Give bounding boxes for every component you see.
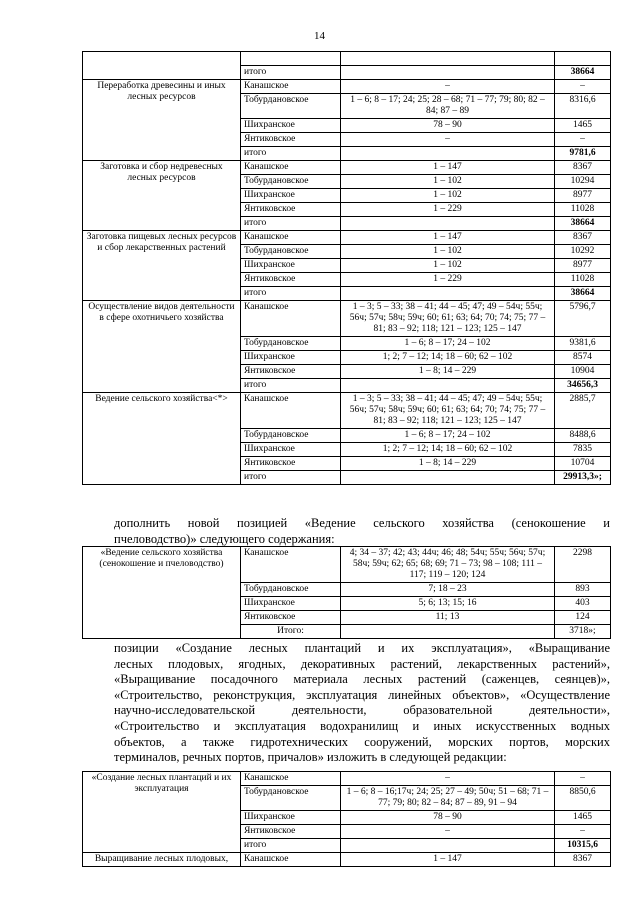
area-cell: 403 xyxy=(555,597,611,611)
total-area-cell: 9781,6 xyxy=(555,147,611,161)
quarters-cell xyxy=(341,379,555,393)
quarters-cell: – xyxy=(341,133,555,147)
district-cell: Янтиковское xyxy=(241,365,341,379)
paragraph-line: терминалов, речных портов, причалов» изложить в следующей редакции: xyxy=(114,750,507,765)
quarters-cell: 1 – 6; 8 – 16;17ч; 24; 25; 27 – 49; 50ч; 51 – 68; 71 – 77; 79; 80; 82 – 84; 87 – 89, 91 – 94 xyxy=(341,786,555,811)
quarters-cell: 1 – 147 xyxy=(341,161,555,175)
district-cell: Янтиковское xyxy=(241,133,341,147)
district-cell: Канашское xyxy=(241,231,341,245)
activity-cell: Заготовка и сбор недревесных лесных ресурсов xyxy=(83,161,241,231)
paragraph-line: лесных плодовых, ягодных, декоративных растений, лекарственных растений», xyxy=(114,656,610,671)
paragraph-line: дополнить новой позицией «Ведение сельского хозяйства (сенокошение и xyxy=(114,516,610,530)
quarters-cell: 11; 13 xyxy=(341,611,555,625)
district-cell xyxy=(241,52,341,66)
quarters-cell: 1 – 8; 14 – 229 xyxy=(341,457,555,471)
area-cell: – xyxy=(555,825,611,839)
quarters-cell xyxy=(341,471,555,485)
quarters-cell: 5; 6; 13; 15; 16 xyxy=(341,597,555,611)
area-cell: 8850,6 xyxy=(555,786,611,811)
area-cell: 124 xyxy=(555,611,611,625)
quarters-cell: – xyxy=(341,80,555,94)
quarters-cell xyxy=(341,147,555,161)
area-cell: 893 xyxy=(555,583,611,597)
total-area-cell: 3718»; xyxy=(555,625,611,639)
quarters-cell: 1 – 229 xyxy=(341,203,555,217)
area-cell: 11028 xyxy=(555,203,611,217)
paragraph-line: объектов, а также гидротехнических сооружений, морских портов, морских xyxy=(114,734,610,749)
district-cell: Тобурдановское xyxy=(241,175,341,189)
quarters-cell: 1; 2; 7 – 12; 14; 18 – 60; 62 – 102 xyxy=(341,443,555,457)
district-cell: Шихранское xyxy=(241,189,341,203)
activity-cell: Ведение сельского хозяйства<*> xyxy=(83,393,241,485)
area-cell: 9381,6 xyxy=(555,337,611,351)
table-row xyxy=(83,301,611,337)
district-cell: Канашское xyxy=(241,80,341,94)
district-cell: Шихранское xyxy=(241,351,341,365)
district-cell: Янтиковское xyxy=(241,611,341,625)
district-cell: Тобурдановское xyxy=(241,245,341,259)
area-cell: 1465 xyxy=(555,811,611,825)
total-area-cell: 10315,6 xyxy=(555,839,611,853)
area-cell: 10704 xyxy=(555,457,611,471)
total-area-cell: 38664 xyxy=(555,66,611,80)
total-label: итого xyxy=(241,287,341,301)
total-label: итого xyxy=(241,839,341,853)
district-cell: Шихранское xyxy=(241,259,341,273)
quarters-cell: 7; 18 – 23 xyxy=(341,583,555,597)
area-cell: 8367 xyxy=(555,161,611,175)
district-cell: Тобурдановское xyxy=(241,94,341,119)
table-row xyxy=(83,231,611,245)
area-cell: 2885,7 xyxy=(555,393,611,429)
area-cell: – xyxy=(555,772,611,786)
district-cell: Янтиковское xyxy=(241,203,341,217)
quarters-cell: 1 – 6; 8 – 17; 24 – 102 xyxy=(341,337,555,351)
plantations-table xyxy=(82,771,611,867)
paragraph-line: «Строительство, реконструкция, эксплуатация линейных объектов», «Осуществление xyxy=(114,687,610,702)
quarters-cell: 1; 2; 7 – 12; 14; 18 – 60; 62 – 102 xyxy=(341,351,555,365)
area-cell: 8367 xyxy=(555,853,611,867)
total-area-cell: 38664 xyxy=(555,287,611,301)
paragraph-line: «Строительство и эксплуатация водохранилищ и иных искусственных водных xyxy=(114,718,610,733)
area-cell: – xyxy=(555,133,611,147)
quarters-cell: 1 – 102 xyxy=(341,259,555,273)
total-label: итого xyxy=(241,217,341,231)
table-row xyxy=(83,393,611,429)
district-cell: Канашское xyxy=(241,853,341,867)
quarters-cell: 1 – 147 xyxy=(341,231,555,245)
district-cell: Янтиковское xyxy=(241,825,341,839)
area-cell: 8367 xyxy=(555,231,611,245)
district-cell: Янтиковское xyxy=(241,273,341,287)
district-cell: Шихранское xyxy=(241,811,341,825)
quarters-cell: 4; 34 – 37; 42; 43; 44ч; 46; 48; 54ч; 55ч; 56ч; 57ч; 58ч; 59ч; 62; 65; 68; 69; 71 – 73; 98 – 108; 111 – 117; 119 – 120; 124 xyxy=(341,547,555,583)
quarters-cell: 1 – 6; 8 – 17; 24; 25; 28 – 68; 71 – 77; 79; 80; 82 – 84; 87 – 89 xyxy=(341,94,555,119)
activity-cell: Заготовка пищевых лесных ресурсов и сбор лекарственных растений xyxy=(83,231,241,301)
total-label: Итого: xyxy=(241,625,341,639)
activity-cell: Осуществление видов деятельности в сфере охотничьего хозяйства xyxy=(83,301,241,393)
district-cell: Шихранское xyxy=(241,597,341,611)
district-cell: Канашское xyxy=(241,772,341,786)
area-cell: 8977 xyxy=(555,259,611,273)
amendment-paragraph-2 xyxy=(82,641,610,766)
area-cell: 8574 xyxy=(555,351,611,365)
area-cell xyxy=(555,52,611,66)
table-row xyxy=(83,547,611,583)
quarters-cell: 1 – 147 xyxy=(341,853,555,867)
paragraph-line: «Выращивание посадочного материала лесных растений (саженцев, сеянцев)», xyxy=(114,672,610,687)
activity-cell: Выращивание лесных плодовых, xyxy=(83,853,241,867)
quarters-cell xyxy=(341,217,555,231)
district-cell: Тобурдановское xyxy=(241,583,341,597)
quarters-cell: 1 – 229 xyxy=(341,273,555,287)
district-cell: Канашское xyxy=(241,161,341,175)
table-row xyxy=(83,52,611,66)
district-cell: Тобурдановское xyxy=(241,786,341,811)
paragraph-line: пчеловодство)» следующего содержания: xyxy=(114,531,335,546)
area-cell: – xyxy=(555,80,611,94)
page-number: 14 xyxy=(314,30,325,42)
total-label: итого xyxy=(241,471,341,485)
total-label: итого xyxy=(241,66,341,80)
area-cell: 10904 xyxy=(555,365,611,379)
quarters-cell xyxy=(341,287,555,301)
table-row xyxy=(83,853,611,867)
area-cell: 8488,6 xyxy=(555,429,611,443)
total-label: итого xyxy=(241,379,341,393)
activity-cell: «Ведение сельского хозяйства (сенокошение и пчеловодство) xyxy=(83,547,241,639)
quarters-cell: – xyxy=(341,825,555,839)
district-cell: Тобурдановское xyxy=(241,337,341,351)
district-cell: Канашское xyxy=(241,301,341,337)
area-cell: 5796,7 xyxy=(555,301,611,337)
table-row xyxy=(83,161,611,175)
district-cell: Янтиковское xyxy=(241,457,341,471)
quarters-cell: 1 – 3; 5 – 33; 38 – 41; 44 – 45; 47; 49 – 54ч; 55ч; 56ч; 57ч; 58ч; 59ч; 60; 61; 63; 64; 70; 74; 75; 77 – 81; 83 – 92; 118; 121 – 123; 125 – 147 xyxy=(341,393,555,429)
activity-cell: Переработка древесины и иных лесных ресурсов xyxy=(83,80,241,161)
table-row xyxy=(83,80,611,94)
area-cell: 8316,6 xyxy=(555,94,611,119)
table-row xyxy=(83,772,611,786)
quarters-cell: 1 – 102 xyxy=(341,245,555,259)
area-cell: 10292 xyxy=(555,245,611,259)
forest-use-table xyxy=(82,51,611,485)
activity-cell: «Создание лесных плантаций и их эксплуатация xyxy=(83,772,241,853)
total-area-cell: 38664 xyxy=(555,217,611,231)
quarters-cell: 1 – 102 xyxy=(341,189,555,203)
district-cell: Канашское xyxy=(241,393,341,429)
quarters-cell xyxy=(341,839,555,853)
quarters-cell: 1 – 102 xyxy=(341,175,555,189)
district-cell: Тобурдановское xyxy=(241,429,341,443)
district-cell: Шихранское xyxy=(241,443,341,457)
quarters-cell: 1 – 6; 8 – 17; 24 – 102 xyxy=(341,429,555,443)
quarters-cell: – xyxy=(341,772,555,786)
total-label: итого xyxy=(241,147,341,161)
area-cell: 2298 xyxy=(555,547,611,583)
quarters-cell: 78 – 90 xyxy=(341,119,555,133)
paragraph-line: научно-исследовательской деятельности, образовательной деятельности», xyxy=(114,703,610,718)
amendment-paragraph-1 xyxy=(82,516,610,547)
quarters-cell: 1 – 3; 5 – 33; 38 – 41; 44 – 45; 47; 49 – 54ч; 55ч; 56ч; 57ч; 58ч; 59ч; 60; 61; 63; 64; 70; 74; 75; 77 – 81; 83 – 92; 118; 121 – 123; 125 – 147 xyxy=(341,301,555,337)
quarters-cell: 1 – 8; 14 – 229 xyxy=(341,365,555,379)
paragraph-line: позиции «Создание лесных плантаций и их эксплуатация», «Выращивание xyxy=(114,641,610,655)
district-cell: Канашское xyxy=(241,547,341,583)
area-cell: 7835 xyxy=(555,443,611,457)
area-cell: 8977 xyxy=(555,189,611,203)
district-cell: Шихранское xyxy=(241,119,341,133)
area-cell: 11028 xyxy=(555,273,611,287)
activity-cell xyxy=(83,52,241,80)
quarters-cell: 78 – 90 xyxy=(341,811,555,825)
area-cell: 1465 xyxy=(555,119,611,133)
total-area-cell: 34656,3 xyxy=(555,379,611,393)
agriculture-table xyxy=(82,546,611,639)
quarters-cell xyxy=(341,625,555,639)
quarters-cell xyxy=(341,66,555,80)
quarters-cell xyxy=(341,52,555,66)
area-cell: 10294 xyxy=(555,175,611,189)
total-area-cell: 29913,3»; xyxy=(555,471,611,485)
